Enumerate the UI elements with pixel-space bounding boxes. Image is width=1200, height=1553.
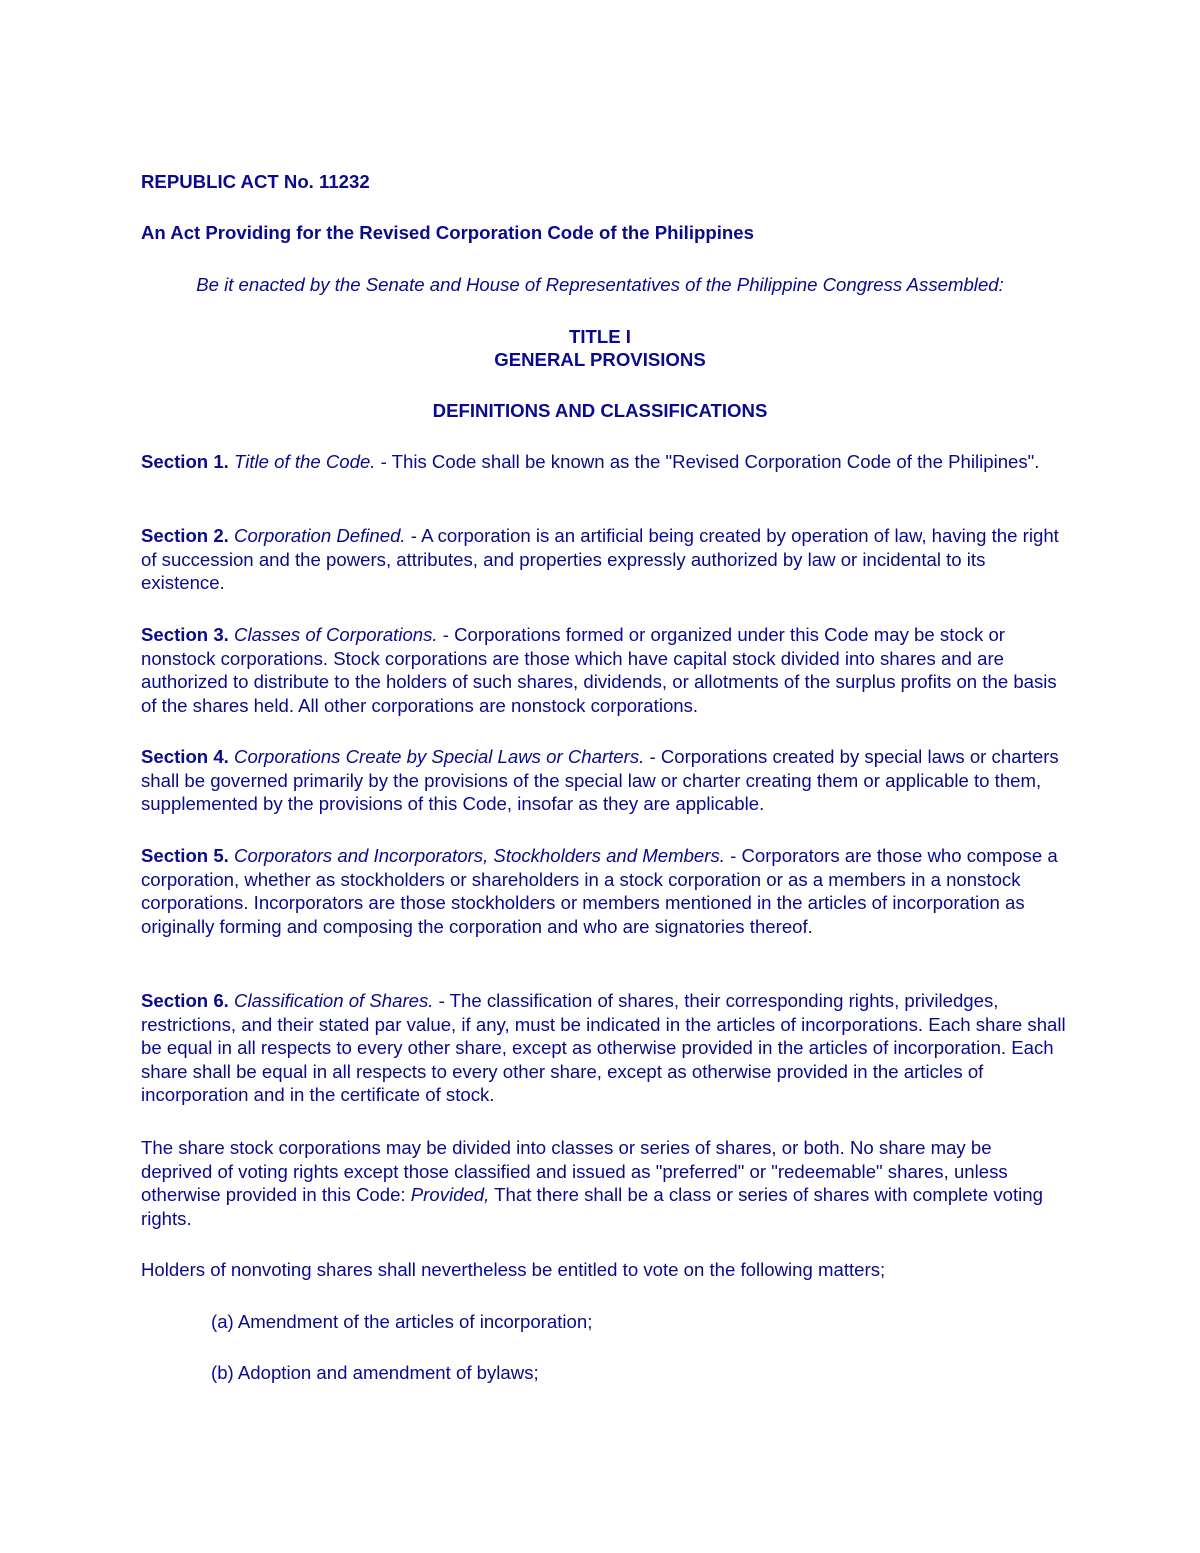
section-caption: Corporations Create by Special Laws or Charters. [234, 746, 645, 767]
section-label: Section 6. [141, 990, 229, 1011]
section-text: - The classification of shares, their corresponding rights, priviledges, restrictions, and their stated par value, if any, must be indicated in the articles of incorporations. Each share shall be equal in all respects to every other share, except as otherwise provided in the articles of incorporation. Each share shall be equal in all respects to every other share, except as otherwise provided in the articles of incorporation and in the certificate of stock. [141, 990, 1066, 1105]
list-item: (b) Adoption and amendment of bylaws; [211, 1362, 539, 1383]
section-3 [141, 623, 1066, 717]
chapter-heading: DEFINITIONS AND CLASSIFICATIONS [432, 400, 768, 421]
proviso-word: Provided, [410, 1184, 490, 1205]
section-label: Section 1. [141, 451, 229, 472]
section-label: Section 4. [141, 746, 229, 767]
title-name: GENERAL PROVISIONS [494, 349, 706, 370]
section-label: Section 2. [141, 525, 229, 546]
section-text: - Corporations created by special laws or charters shall be governed primarily by the provisions of the special law or charter creating them or applicable to them, supplemented by the provisions of this Code, insofar as they are applicable. [141, 746, 1059, 814]
enacting-clause: Be it enacted by the Senate and House of Representatives of the Philippine Congress Assembled: [196, 274, 1004, 295]
section-6 [141, 989, 1066, 1107]
section-label: Section 3. [141, 624, 229, 645]
section-1 [141, 450, 1066, 474]
title-heading: TITLE I [569, 326, 631, 347]
section-caption: Corporators and Incorporators, Stockholders and Members. [234, 845, 725, 866]
section-caption: Classes of Corporations. [234, 624, 438, 645]
act-number: REPUBLIC ACT No. 11232 [141, 171, 370, 192]
section-caption: Classification of Shares. [234, 990, 434, 1011]
paragraph-text: The share stock corporations may be divided into classes or series of shares, or both. No share may be deprived of voting rights except those classified and issued as "preferred" or "redeemable" shares, unless otherwise provided in this Code: [141, 1137, 1008, 1205]
section-2 [141, 524, 1066, 595]
list-item: (a) Amendment of the articles of incorporation; [211, 1311, 593, 1332]
section-4 [141, 745, 1066, 816]
section-text: - Corporators are those who compose a corporation, whether as stockholders or shareholders in a stock corporation or as a members in a nonstock corporations. Incorporators are those stockholders or members mentioned in the articles of incorporation as originally forming and composing the corporation and who are signatories thereof. [141, 845, 1058, 937]
act-title: An Act Providing for the Revised Corporation Code of the Philippines [141, 222, 754, 243]
section-text: - A corporation is an artificial being created by operation of law, having the right of succession and the powers, attributes, and properties expressly authorized by law or incidental to its existence. [141, 525, 1059, 593]
section-caption: Title of the Code. [234, 451, 376, 472]
paragraph-text: That there shall be a class or series of shares with complete voting rights. [141, 1184, 1043, 1229]
section-text: - Corporations formed or organized under this Code may be stock or nonstock corporations. Stock corporations are those which have capital stock divided into shares and are authorized to distribute to the holders of such shares, dividends, or allotments of the surplus profits on the basis of the shares held. All other corporations are nonstock corporations. [141, 624, 1057, 716]
share-classes-paragraph [141, 1136, 1066, 1230]
section-label: Section 5. [141, 845, 229, 866]
section-text: - This Code shall be known as the "Revised Corporation Code of the Philipines". [375, 451, 1040, 472]
section-caption: Corporation Defined. [234, 525, 406, 546]
section-5 [141, 844, 1066, 938]
nonvoting-paragraph: Holders of nonvoting shares shall nevertheless be entitled to vote on the following matters; [141, 1259, 886, 1280]
